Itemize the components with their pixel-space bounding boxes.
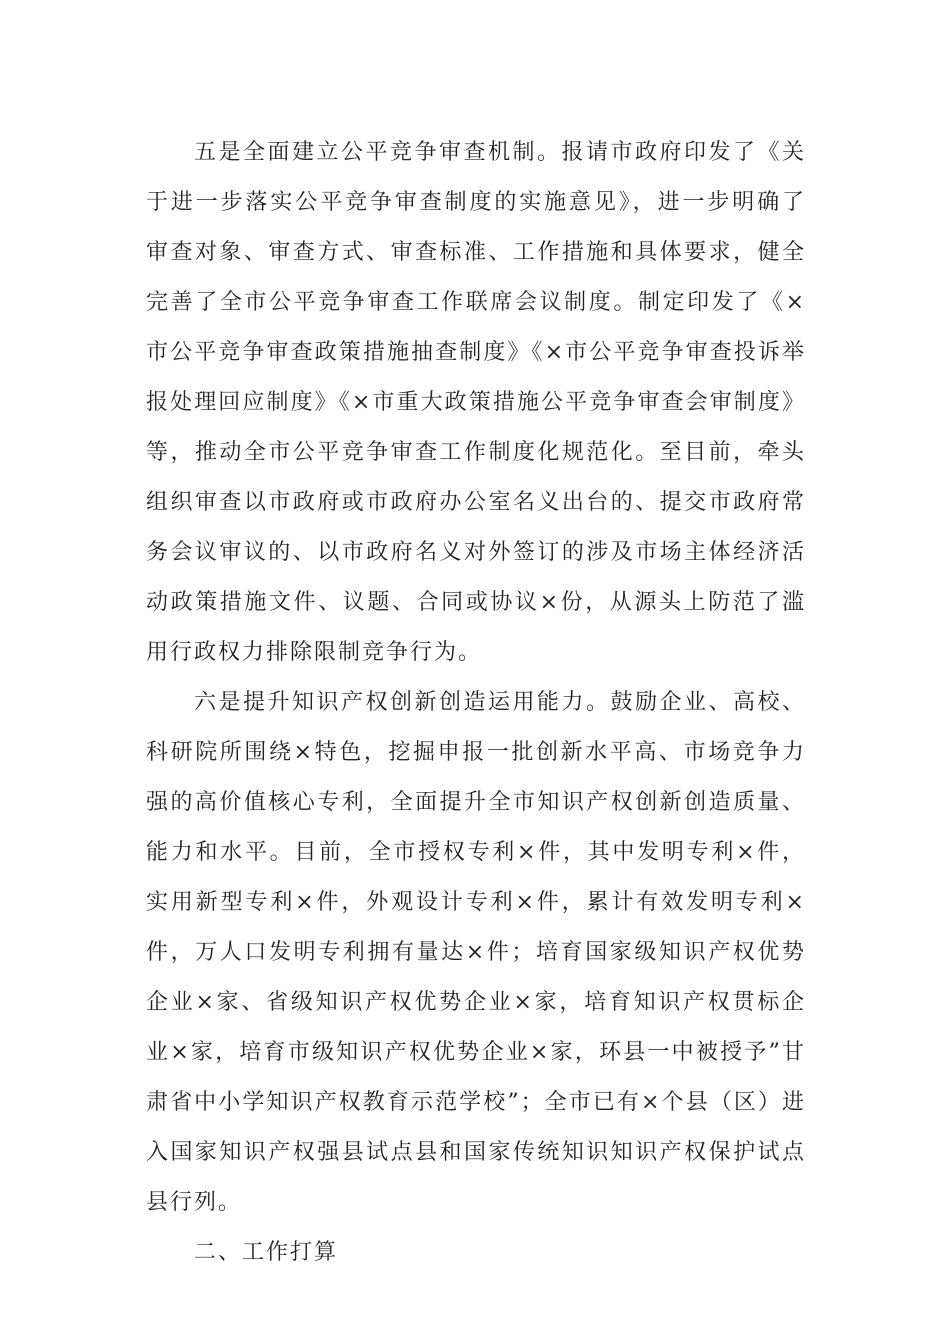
section-heading-work-plan: 二、工作打算	[194, 1240, 339, 1265]
document-body	[146, 128, 806, 1278]
paragraph-intellectual-property: 六是提升知识产权创新创造运用能力。鼓励企业、高校、科研院所围绕×特色，挖掘申报一批创新水平高、市场竞争力强的高价值核心专利，全面提升全市知识产权创新创造质量、能力和水平。目前，全市授权专利×件，其中发明专利×件，实用新型专利×件，外观设计专利×件，累计有效发明专利×件，万人口发明专利拥有量达×件；培育国家级知识产权优势企业×家、省级知识产权优势企业×家，培育知识产权贯标企业×家，培育市级知识产权优势企业×家，环县一中被授予”甘肃省中小学知识产权教育示范学校”；全市已有×个县（区）进入国家知识产权强县试点县和国家传统知识知识产权保护试点县行列。	[146, 690, 806, 1215]
paragraph-fair-competition-review: 五是全面建立公平竞争审查机制。报请市政府印发了《关于进一步落实公平竞争审查制度的实施意见》，进一步明确了审查对象、审查方式、审查标准、工作措施和具体要求，健全完善了全市公平竞争审查工作联席会议制度。制定印发了《×市公平竞争审查政策措施抽查制度》《×市公平竞争审查投诉举报处理回应制度》《×市重大政策措施公平竞争审查会审制度》等，推动全市公平竞争审查工作制度化规范化。至目前，牵头组织审查以市政府或市政府办公室名义出台的、提交市政府常务会议审议的、以市政府名义对外签订的涉及市场主体经济活动政策措施文件、议题、合同或协议×份，从源头上防范了滥用行政权力排除限制竞争行为。	[146, 140, 806, 665]
